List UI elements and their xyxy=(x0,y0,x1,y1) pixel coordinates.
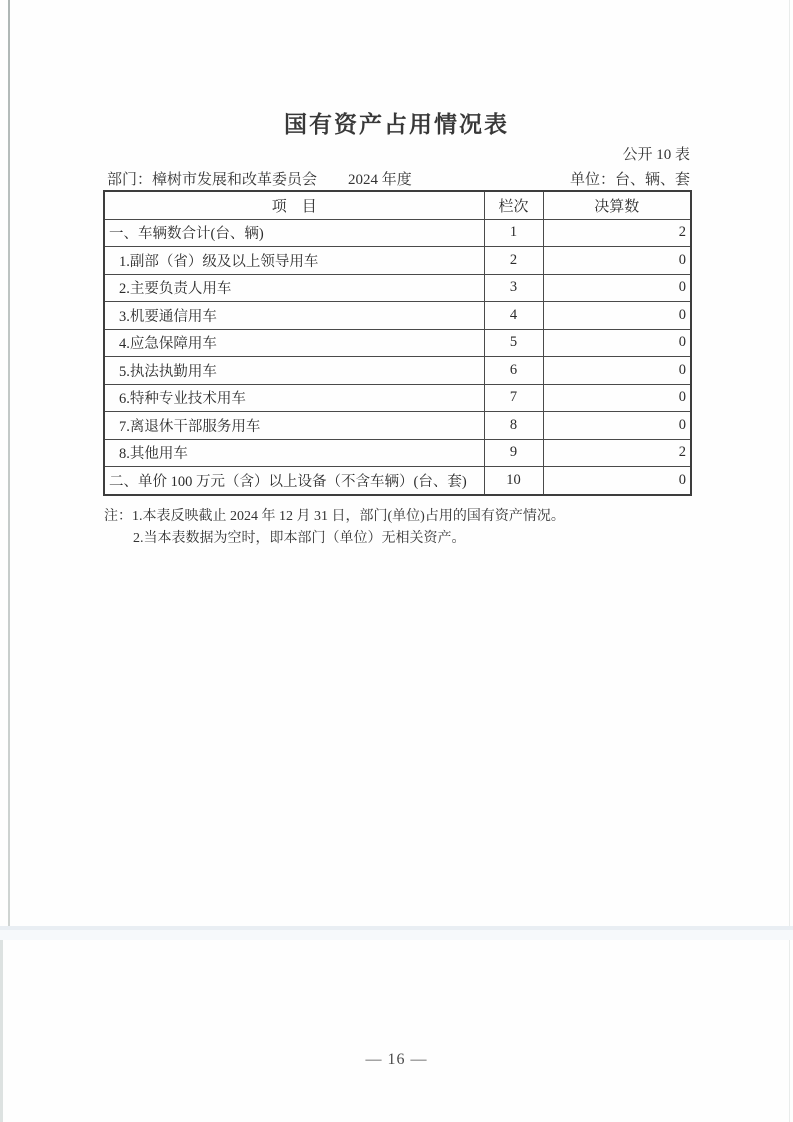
table-row xyxy=(104,219,691,247)
header-value: 决算数 xyxy=(543,191,691,219)
state-asset-table xyxy=(103,190,692,496)
header-item: 项 目 xyxy=(104,191,484,219)
row-value: 0 xyxy=(543,384,691,412)
table-row xyxy=(104,412,691,440)
table-row xyxy=(104,329,691,357)
row-column: 3 xyxy=(484,274,543,302)
row-value: 0 xyxy=(543,467,691,495)
row-item: 8.其他用车 xyxy=(104,439,484,467)
scan-horizontal-band-soft-artifact xyxy=(0,930,793,940)
row-value: 0 xyxy=(543,247,691,275)
row-column: 8 xyxy=(484,412,543,440)
row-item: 2.主要负责人用车 xyxy=(104,274,484,302)
table-meta-row xyxy=(103,168,690,188)
row-item: 二、单价 100 万元（含）以上设备（不含车辆）(台、套) xyxy=(104,467,484,495)
table-row xyxy=(104,274,691,302)
note-line-2: 2.当本表数据为空时，即本部门（单位）无相关资产。 xyxy=(133,531,466,546)
note-line-1: 注：1.本表反映截止 2024 年 12 月 31 日，部门(单位)占用的国有资产情况。 xyxy=(104,509,565,524)
row-column: 7 xyxy=(484,384,543,412)
table-row xyxy=(104,357,691,385)
row-column: 5 xyxy=(484,329,543,357)
table-row xyxy=(104,384,691,412)
row-value: 0 xyxy=(543,357,691,385)
row-item: 5.执法执勤用车 xyxy=(104,357,484,385)
fiscal-year-label: 2024 年度 xyxy=(348,172,412,188)
scan-left-edge-lower-artifact xyxy=(0,938,3,1122)
unit-label: 单位：台、辆、套 xyxy=(569,172,690,188)
table-notes xyxy=(104,506,691,550)
header-column: 栏次 xyxy=(484,191,543,219)
public-table-number-label: 公开 10 表 xyxy=(622,147,690,163)
row-value: 2 xyxy=(543,439,691,467)
row-item: 3.机要通信用车 xyxy=(104,302,484,330)
row-item: 4.应急保障用车 xyxy=(104,329,484,357)
row-value: 0 xyxy=(543,412,691,440)
row-column: 1 xyxy=(484,219,543,247)
page-number: — 16 — xyxy=(365,1051,428,1068)
row-column: 4 xyxy=(484,302,543,330)
scan-right-edge-artifact xyxy=(789,0,790,1122)
row-column: 9 xyxy=(484,439,543,467)
table-row xyxy=(104,247,691,275)
document-title: 国有资产占用情况表 xyxy=(284,111,509,137)
row-column: 10 xyxy=(484,467,543,495)
row-column: 6 xyxy=(484,357,543,385)
department-label: 部门：樟树市发展和改革委员会 xyxy=(107,172,318,188)
row-item: 一、车辆数合计(台、辆) xyxy=(104,219,484,247)
row-item: 7.离退休干部服务用车 xyxy=(104,412,484,440)
table-row xyxy=(104,302,691,330)
row-value: 2 xyxy=(543,219,691,247)
row-value: 0 xyxy=(543,274,691,302)
scan-left-edge-artifact xyxy=(8,0,10,932)
row-value: 0 xyxy=(543,329,691,357)
row-value: 0 xyxy=(543,302,691,330)
table-row xyxy=(104,467,691,495)
row-column: 2 xyxy=(484,247,543,275)
row-item: 6.特种专业技术用车 xyxy=(104,384,484,412)
row-item: 1.副部（省）级及以上领导用车 xyxy=(104,247,484,275)
table-header-row xyxy=(104,191,691,219)
table-row xyxy=(104,439,691,467)
